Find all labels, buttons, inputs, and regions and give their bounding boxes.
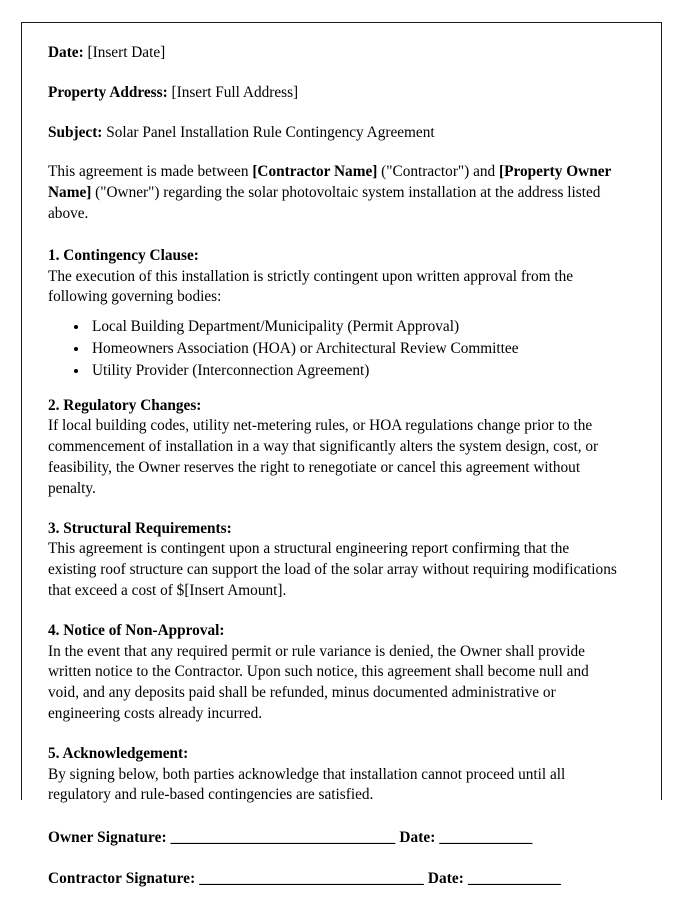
- owner-signature-label: Owner Signature:: [48, 829, 167, 847]
- document-body: [48, 43, 618, 910]
- intro-owner-name-placeholder: [Property Owner Name]: [48, 163, 612, 202]
- section-2-body: If local building codes, utility net-metering rules, or HOA regulations change prior to the commencement of installation in a way that significantly alters the system design, cost, or feasibility, the Owner reserves the right to renegotiate or cancel this agreement without penalty.: [48, 417, 599, 497]
- section-2-heading: 2. Regulatory Changes:: [48, 396, 202, 414]
- section-notice-of-non-approval: [48, 621, 618, 725]
- governing-bodies-list: [48, 317, 618, 381]
- field-property-address: [48, 83, 618, 104]
- field-date-label: Date:: [48, 44, 84, 61]
- owner-date-label: Date:: [399, 829, 436, 847]
- signature-block: [48, 828, 618, 890]
- list-item: • Local Building Department/Municipality (Permit Approval): [89, 317, 618, 338]
- owner-signature-rule[interactable]: _____________________________: [166, 829, 400, 847]
- list-item: • Utility Provider (Interconnection Agreement): [89, 361, 618, 382]
- field-subject-value: Solar Panel Installation Rule Contingency Agreement: [106, 123, 435, 141]
- field-subject-label: Subject:: [48, 123, 103, 141]
- section-4-heading: 4. Notice of Non-Approval:: [48, 621, 225, 639]
- contractor-date-label: Date:: [427, 869, 465, 887]
- document-page: [21, 22, 662, 887]
- section-3-heading: 3. Structural Requirements:: [48, 519, 232, 537]
- field-property-address-value: [Insert Full Address]: [171, 83, 299, 101]
- section-5-body: By signing below, both parties acknowledge that installation cannot proceed until all regulatory and rule-based contingencies are satisfied.: [48, 765, 566, 804]
- section-contingency-clause: [48, 246, 618, 382]
- section-1-heading: 1. Contingency Clause:: [48, 246, 199, 264]
- intro-text-3: ("Owner") regarding the solar photovoltaic system installation at the address listed above.: [48, 184, 601, 222]
- field-subject: [48, 123, 618, 144]
- field-date: [48, 43, 618, 64]
- field-property-address-label: Property Address:: [48, 83, 168, 101]
- section-regulatory-changes: [48, 396, 618, 500]
- field-date-value: [Insert Date]: [87, 44, 166, 61]
- section-4-body: In the event that any required permit or rule variance is denied, the Owner shall provide written notice to the Contractor. Upon such notice, this agreement shall become null and void, and any deposits paid shall be refunded, minus documented administrative or engineering costs already incurred.: [48, 642, 589, 722]
- contractor-signature-line: [48, 869, 618, 890]
- owner-signature-line: [48, 828, 618, 849]
- agreement-intro-paragraph: [48, 162, 618, 224]
- section-acknowledgement: [48, 744, 618, 806]
- section-3-body: This agreement is contingent upon a structural engineering report confirming that the existing roof structure can support the load of the solar array without requiring modifications that exceed a cost of $[Insert Amount].: [48, 540, 617, 599]
- intro-text-1: This agreement is made between: [48, 163, 253, 181]
- section-structural-requirements: [48, 519, 618, 602]
- list-item: • Homeowners Association (HOA) or Architectural Review Committee: [89, 339, 618, 360]
- intro-text-2: ("Contractor") and: [377, 163, 499, 181]
- section-5-heading: 5. Acknowledgement:: [48, 744, 189, 762]
- contractor-signature-rule[interactable]: _____________________________: [195, 869, 428, 887]
- owner-date-rule[interactable]: ____________: [435, 829, 533, 847]
- contractor-date-rule[interactable]: ____________: [464, 869, 561, 887]
- intro-contractor-name-placeholder: [Contractor Name]: [252, 163, 378, 181]
- section-1-body: The execution of this installation is strictly contingent upon written approval from the following governing bodies:: [48, 267, 574, 306]
- contractor-signature-label: Contractor Signature:: [48, 869, 196, 887]
